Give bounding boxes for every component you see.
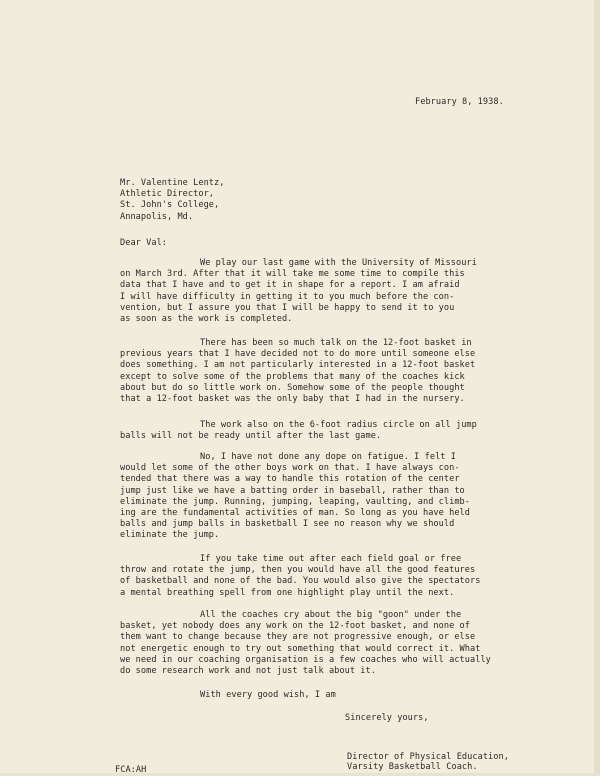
paragraph-line: vention, but I assure you that I will be happy to send it to you — [120, 302, 455, 313]
letter-date: February 8, 1938. — [415, 97, 504, 107]
paragraph-line: If you take time out after each field goal or free — [200, 554, 462, 564]
paragraph-line: The work also on the 6-foot radius circle on all jump — [200, 420, 477, 430]
salutation: Dear Val: — [120, 238, 168, 248]
signature-title-director: Director of Physical Education, — [347, 752, 509, 762]
signature-title-coach: Varsity Basketball Coach. — [347, 762, 478, 772]
paragraph-line: All the coaches cry about the big "goon" under the — [200, 610, 462, 620]
paragraph-line: we need in our coaching organisation is a few coaches who will actually — [120, 654, 491, 665]
paragraph-line: not energetic enough to try out something that would correct it. What — [120, 643, 481, 654]
paragraph-line: I will have difficulty in getting it to you much before the con- — [120, 291, 455, 302]
paragraph-line: jump just like we have a batting order in baseball, rather than to — [120, 485, 465, 496]
recipient-address — [120, 178, 224, 223]
paragraph-line: as soon as the work is completed. — [120, 314, 293, 325]
typist-initials: FCA:AH — [115, 765, 147, 775]
paragraph-line: We play our last game with the University of Missouri — [200, 258, 477, 268]
paragraph-line: balls and jump balls in basketball I see no reason why we should — [120, 519, 455, 530]
paragraph-line: would let some of the other boys work on that. I have always con- — [120, 463, 460, 474]
paragraph-line: eliminate the jump. Running, jumping, leaping, vaulting, and climb- — [120, 496, 470, 507]
paragraph-line: except to solve some of the problems that many of the coaches kick — [120, 371, 465, 382]
paragraph-4 — [120, 452, 550, 542]
paragraph-line: There has been so much talk on the 12-foot basket in — [200, 338, 472, 348]
paragraph-1 — [120, 258, 550, 325]
recipient-title: Athletic Director, — [120, 189, 215, 200]
paragraph-line: data that I have and to get it in shape for a report. I am afraid — [120, 280, 460, 291]
paragraph-line: tended that there was a way to handle this rotation of the center — [120, 474, 460, 485]
paragraph-line: No, I have not done any dope on fatigue. I felt I — [200, 452, 456, 462]
paragraph-line: do some research work and not just talk about it. — [120, 666, 376, 677]
recipient-city: Annapolis, Md. — [120, 211, 194, 222]
paragraph-line: ing are the fundamental activities of man. So long as you have held — [120, 508, 470, 519]
paragraph-line: on March 3rd. After that it will take me some time to compile this — [120, 269, 465, 280]
recipient-institution: St. John's College, — [120, 200, 220, 211]
paragraph-line: throw and rotate the jump, then you would have all the good features — [120, 565, 476, 576]
paragraph-line: about but do so little work on. Somehow some of the people thought — [120, 382, 465, 393]
paragraph-line: does something. I am not particularly interested in a 12-foot basket — [120, 360, 476, 371]
paragraph-6 — [120, 610, 550, 677]
paragraph-line: balls will not be ready until after the last game. — [120, 431, 382, 442]
paragraph-5 — [120, 554, 550, 599]
paragraph-line: basket, yet nobody does any work on the 12-foot basket, and none of — [120, 621, 470, 632]
paragraph-line: that a 12-foot basket was the only baby that I had in the nursery. — [120, 394, 465, 405]
paragraph-line: them want to change because they are not progressive enough, or else — [120, 632, 476, 643]
paragraph-line: a mental breathing spell from one highlight play until the next. — [120, 587, 455, 598]
paragraph-line: of basketball and none of the bad. You would also give the spectators — [120, 576, 481, 587]
paragraph-line: eliminate the jump. — [120, 530, 220, 541]
closing-wish: With every good wish, I am — [200, 690, 336, 700]
paragraph-3 — [120, 420, 550, 442]
paragraph-2 — [120, 338, 550, 405]
recipient-name: Mr. Valentine Lentz, — [120, 178, 225, 188]
paragraph-line: previous years that I have decided not to do more until someone else — [120, 349, 476, 360]
complimentary-close: Sincerely yours, — [345, 713, 429, 723]
